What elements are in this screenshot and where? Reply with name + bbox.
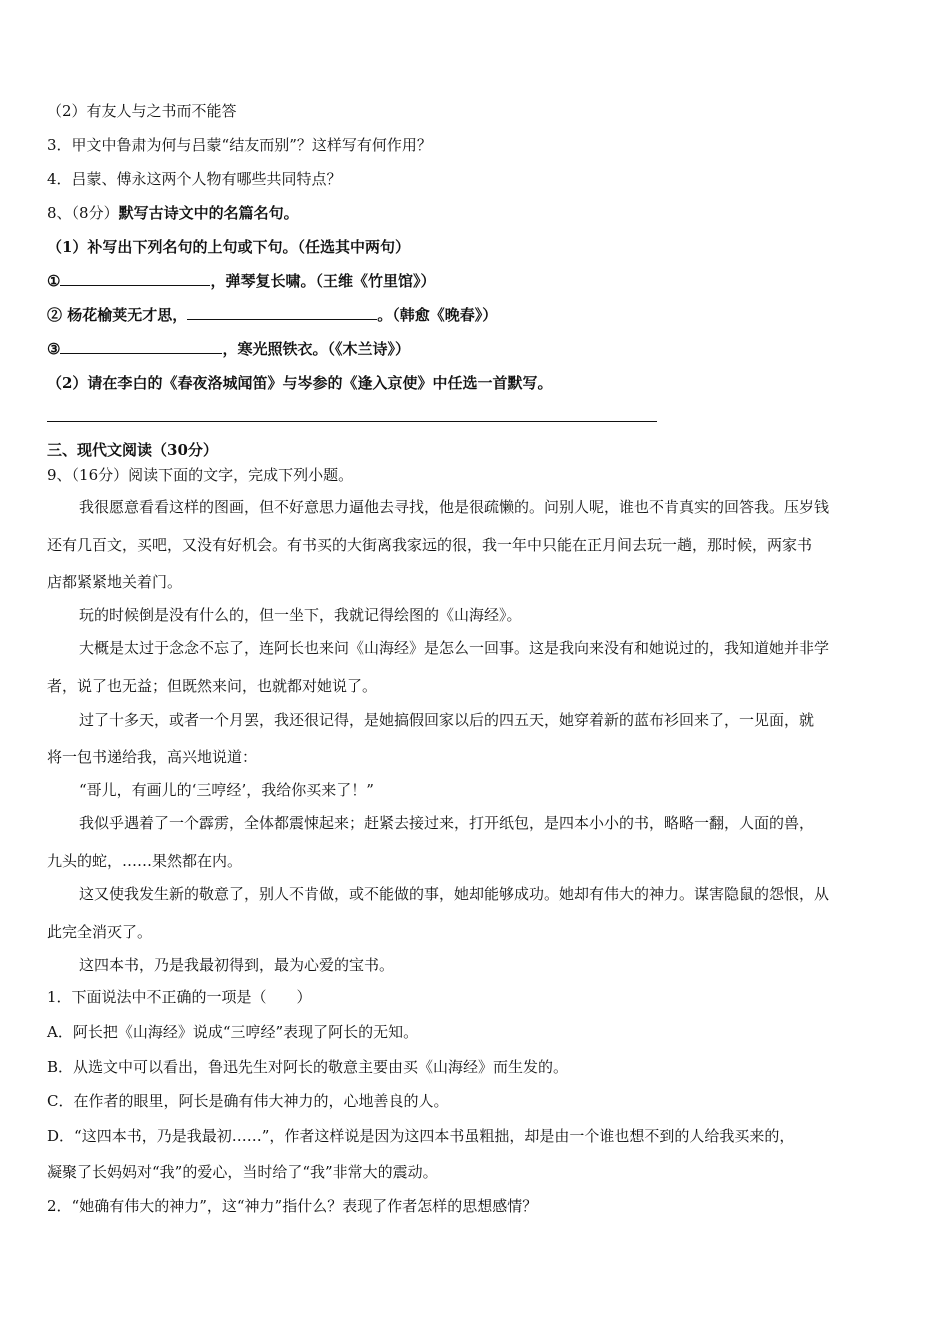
q8-line3-mark: ③	[47, 340, 61, 358]
q7-subitem-2: （2）有友人与之书而不能答	[47, 102, 237, 120]
q8-number: 8、（8分）	[47, 204, 119, 222]
q8-blank-3[interactable]	[60, 339, 222, 354]
q7-question-4: 4．吕蒙、傅永这两个人物有哪些共同特点？	[47, 170, 342, 188]
passage-p7-line2: 此完全消灭了。	[47, 923, 153, 941]
passage-p6-line1: 我似乎遇着了一个霹雳，全体都震悚起来；赶紧去接过来，打开纸包，是四本小小的书，略略一翻，人面的兽，	[79, 814, 815, 832]
q8-header	[47, 203, 299, 223]
q8-line1-mark: ①	[47, 272, 61, 290]
q8-blank-1[interactable]	[60, 271, 210, 286]
q8-line2	[47, 305, 497, 325]
q8-title: 默写古诗文中的名篇名句。	[118, 204, 299, 222]
q8-line3-text: ，寒光照铁衣。（《木兰诗》）	[222, 340, 410, 358]
passage-p3-line2: 者，说了也无益；但既然来问，也就都对她说了。	[47, 677, 378, 695]
passage-p4-line1: 过了十多天，或者一个月罢，我还很记得，是她搞假回家以后的四五天，她穿着新的蓝布衫回来了，一见面，就	[79, 711, 815, 729]
passage-p1-line1: 我很愿意看看这样的图画，但不好意思力逼他去寻找，他是很疏懒的。问别人呢，谁也不肯真实的回答我。压岁钱	[79, 498, 830, 516]
q9-option-d-line1: D．“这四本书，乃是我最初……”，作者这样说是因为这四本书虽粗拙，却是由一个谁也想不到的人给我买来的，	[47, 1127, 795, 1145]
passage-p3-line1: 大概是太过于念念不忘了，连阿长也来问《山海经》是怎么一回事。这是我向来没有和她说过的，我知道她并非学	[79, 639, 830, 657]
q9-intro: 9、（16分）阅读下面的文字，完成下列小题。	[47, 466, 354, 484]
q8-line3	[47, 339, 410, 359]
passage-p6-line2: 九头的蛇，……果然都在内。	[47, 852, 243, 870]
passage-p7-line1: 这又使我发生新的敬意了，别人不肯做，或不能做的事，她却能够成功。她却有伟大的神力。谋害隐鼠的怨恨，从	[79, 885, 830, 903]
q9-subquestion-1: 1．下面说法中不正确的一项是（ ）	[47, 988, 312, 1006]
q8-line2-text-b: 。（韩愈《晚春》）	[377, 306, 498, 324]
q8-line2-text-a: ② 杨花榆荚无才思，	[47, 306, 188, 324]
q9-option-b: B．从选文中可以看出，鲁迅先生对阿长的敬意主要由买《山海经》而生发的。	[47, 1058, 569, 1076]
q9-subquestion-2: 2．“她确有伟大的神力”，这“神力”指什么？表现了作者怎样的思想感情？	[47, 1197, 538, 1215]
q8-sub2: （2）请在李白的《春夜洛城闻笛》与岑参的《逢入京使》中任选一首默写。	[47, 374, 553, 392]
q9-option-d-line2: 凝聚了长妈妈对“我”的爱心，当时给了“我”非常大的震动。	[47, 1163, 438, 1181]
passage-p1-line2: 还有几百文，买吧，又没有好机会。有书买的大街离我家远的很，我一年中只能在正月间去玩一趟，那时候，两家书	[47, 536, 813, 554]
q8-blank-2[interactable]	[187, 305, 377, 320]
section3-heading: 三、现代文阅读（30分）	[47, 441, 218, 459]
passage-p2: 玩的时候倒是没有什么的，但一坐下，我就记得绘图的《山海经》。	[79, 606, 522, 624]
q8-sub1: （1）补写出下列名句的上句或下句。（任选其中两句）	[47, 238, 410, 256]
passage-p8: 这四本书，乃是我最初得到，最为心爱的宝书。	[79, 956, 395, 974]
q8-answer-line[interactable]	[47, 421, 657, 422]
q7-question-3: 3．甲文中鲁肃为何与吕蒙“结友而别”？这样写有何作用？	[47, 136, 432, 154]
q9-option-a: A．阿长把《山海经》说成“三哼经”表现了阿长的无知。	[47, 1023, 419, 1041]
passage-p1-line3: 店都紧紧地关着门。	[47, 573, 183, 591]
passage-p4-line2: 将一包书递给我，高兴地说道：	[47, 748, 258, 766]
q8-line1-text: ，弹琴复长啸。（王维《竹里馆》）	[210, 272, 436, 290]
passage-p5: “哥儿，有画儿的‘三哼经’，我给你买来了！”	[79, 781, 374, 799]
q9-option-c: C．在作者的眼里，阿长是确有伟大神力的，心地善良的人。	[47, 1092, 449, 1110]
q8-line1	[47, 271, 435, 291]
